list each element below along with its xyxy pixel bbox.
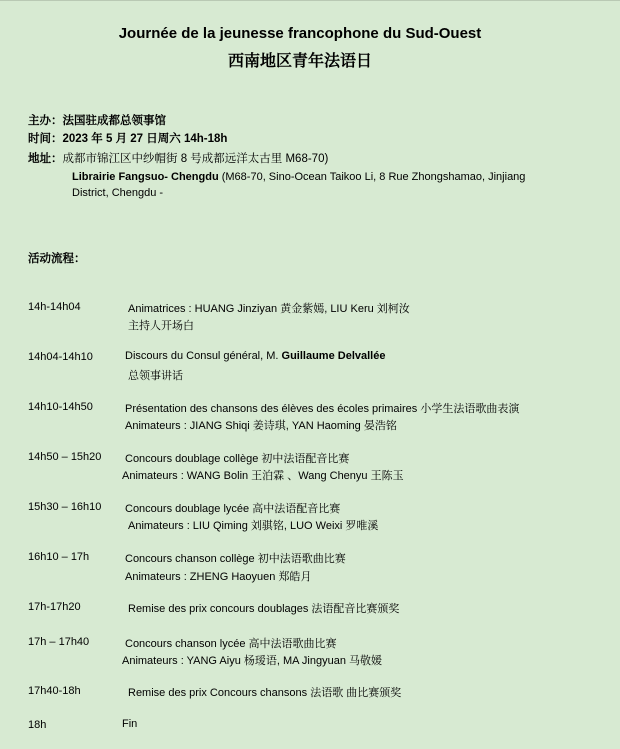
- address-label: 地址：: [28, 153, 63, 165]
- top-divider: [0, 0, 620, 1]
- schedule-detail-zh: 主持人开场白: [128, 320, 194, 332]
- address-venue-line: [72, 171, 525, 183]
- schedule-time: 14h50 – 15h20: [28, 451, 102, 463]
- time-line: 时间：2023 年 5 月 27 日周六 14h-18h: [28, 133, 228, 145]
- schedule-time: 17h – 17h40: [28, 636, 90, 648]
- schedule-time: 18h: [28, 719, 47, 731]
- event-title-chinese: 西南地区青年法语日: [227, 51, 372, 70]
- schedule-detail: Concours doublage collège 初中法语配音比赛: [125, 453, 350, 465]
- schedule-time: 14h-14h04: [28, 301, 81, 313]
- consul-speech-text: Discours du Consul général, M.: [125, 350, 282, 362]
- schedule-detail: Animatrices : HUANG Jinziyan 黄金紫嫣, LIU Keru 刘柯汝: [128, 303, 410, 315]
- organizer-line: 主办：法国驻成都总领事馆: [28, 115, 166, 127]
- schedule-time: 15h30 – 16h10: [28, 501, 102, 513]
- venue-name: Librairie Fangsuo- Chengdu: [72, 171, 219, 183]
- schedule-detail-animators: Animateurs : ZHENG Haoyuen 郑皓月: [125, 571, 312, 583]
- schedule-detail: Remise des prix Concours chansons 法语歌 曲比赛颁奖: [128, 687, 402, 699]
- schedule-heading: 活动流程：: [28, 253, 86, 265]
- schedule-detail-animators: Animateurs : YANG Aiyu 杨瑷语, MA Jingyuan 马敬媛: [122, 655, 383, 667]
- schedule-detail: Concours chanson collège 初中法语歌曲比赛: [125, 553, 346, 565]
- schedule-time: 16h10 – 17h: [28, 551, 90, 563]
- schedule-detail: [125, 350, 385, 362]
- schedule-detail-animators: Animateurs : LIU Qiming 刘骐铭, LUO Weixi 罗唯溪: [128, 520, 379, 532]
- address-french-part1: (M68-70, Sino-Ocean Taikoo Li, 8 Rue Zhongshamao, Jinjiang: [218, 171, 526, 183]
- schedule-detail-zh: 总领事讲话: [128, 370, 183, 382]
- schedule-time: 14h10-14h50: [28, 401, 93, 413]
- address-chinese: 成都市锦江区中纱帽街 8 号成都远洋太古里 M68-70): [62, 153, 329, 165]
- schedule-detail: Remise des prix concours doublages 法语配音比赛颁奖: [128, 603, 400, 615]
- consul-name: Guillaume Delvallée: [281, 350, 386, 362]
- schedule-time: 17h40-18h: [28, 685, 81, 697]
- schedule-detail-animators: Animateurs : JIANG Shiqi 姜诗琪, YAN Haoming 晏浩铭: [125, 420, 397, 432]
- address-line: [28, 150, 328, 166]
- schedule-time: 14h04-14h10: [28, 351, 93, 363]
- schedule-detail: Concours doublage lycée 高中法语配音比赛: [125, 503, 341, 515]
- schedule-detail: Fin: [122, 718, 138, 730]
- event-title-french: Journée de la jeunesse francophone du Sud-Ouest: [118, 25, 482, 42]
- schedule-detail: Concours chanson lycée 高中法语歌曲比赛: [125, 638, 337, 650]
- address-french-part2: District, Chengdu -: [72, 187, 164, 199]
- schedule-time: 17h-17h20: [28, 601, 81, 613]
- schedule-detail-animators: Animateurs : WANG Bolin 王泊霖 、Wang Chenyu 王陈玉: [122, 470, 404, 482]
- schedule-detail: Présentation des chansons des élèves des écoles primaires 小学生法语歌曲表演: [125, 403, 520, 415]
